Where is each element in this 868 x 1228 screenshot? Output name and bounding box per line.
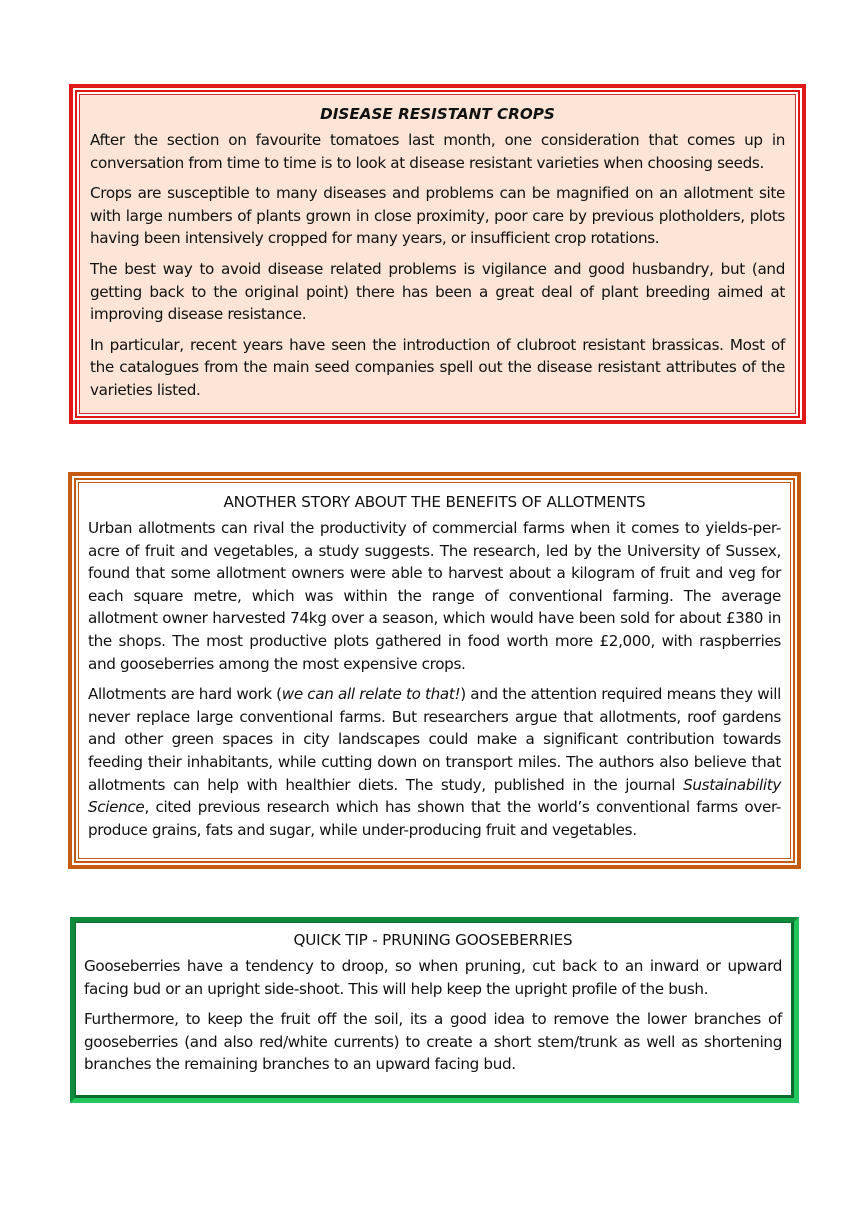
- journal-name: Sustainability Science: [88, 775, 781, 817]
- border-ring: [75, 90, 800, 418]
- paragraph: [88, 683, 781, 841]
- paragraph: Gooseberries have a tendency to droop, so when pruning, cut back to an inward or upward facing bud or an upright side-shoot. This will help keep the upright profile of the bush.: [84, 957, 782, 998]
- paragraph: After the section on favourite tomatoes last month, one consideration that comes up in conversation from time to time is to look at disease resistant varieties when choosing seeds.: [90, 131, 785, 172]
- article-title: DISEASE RESISTANT CROPS: [320, 105, 555, 123]
- text-run: ) and the attention required means they will never replace large conventional farms. But researchers argue that allotments, roof gardens and other green spaces in city landscapes could make a significant contribution towards feeding their inhabitants, while cutting down on transport miles. The authors also believe that allotments can help with healthier diets. The study, published in the journal: [88, 685, 781, 794]
- paragraph: Crops are susceptible to many diseases and problems can be magnified on an allotment site with large numbers of plants grown in close proximity, poor care by previous plotholders, plots having been intensively cropped for many years, or insufficient crop rotations.: [90, 184, 785, 248]
- article-title: ANOTHER STORY ABOUT THE BENEFITS OF ALLOTMENTS: [223, 493, 646, 511]
- text-run: Allotments are hard work (: [88, 685, 282, 704]
- article-title: QUICK TIP - PRUNING GOOSEBERRIES: [293, 931, 573, 949]
- paragraph: In particular, recent years have seen the introduction of clubroot resistant brassicas. Most of the catalogues from the main seed companies spell out the disease resistant attributes of the varieties listed.: [90, 335, 785, 399]
- article-allotment-benefits: [68, 472, 801, 869]
- border-ring: [74, 478, 795, 863]
- article-body: [75, 922, 794, 1098]
- paragraph: Furthermore, to keep the fruit off the soil, its a good idea to remove the lower branches of gooseberries (and also red/white currents) to create a short stem/trunk as well as shortening branches the remaining branches to an upward facing bud.: [84, 1010, 782, 1074]
- article-quick-tip-gooseberries: [70, 917, 799, 1103]
- article-body: [79, 94, 796, 414]
- italic-aside: we can all relate to that!: [281, 685, 461, 704]
- paragraph: Urban allotments can rival the productivity of commercial farms when it comes to yields-per-acre of fruit and vegetables, a study suggests. The research, led by the University of Sussex, found that some allotment owners were able to harvest about a kilogram of fruit and veg for each square metre, which was within the range of conventional farming. The average allotment owner harvested 74kg over a season, which would have been sold for about £380 in the shops. The most productive plots gathered in food worth more £2,000, with raspberries and gooseberries among the most expensive crops.: [88, 519, 781, 673]
- article-disease-resistant-crops: [69, 84, 806, 424]
- paragraph: The best way to avoid disease related problems is vigilance and good husbandry, but (and getting back to the original point) there has been a great deal of plant breeding aimed at improving disease resistance.: [90, 259, 785, 324]
- article-body: [78, 482, 791, 859]
- text-run: , cited previous research which has shown that the world’s conventional farms over-produce grains, fats and sugar, while under-producing fruit and vegetables.: [88, 798, 781, 839]
